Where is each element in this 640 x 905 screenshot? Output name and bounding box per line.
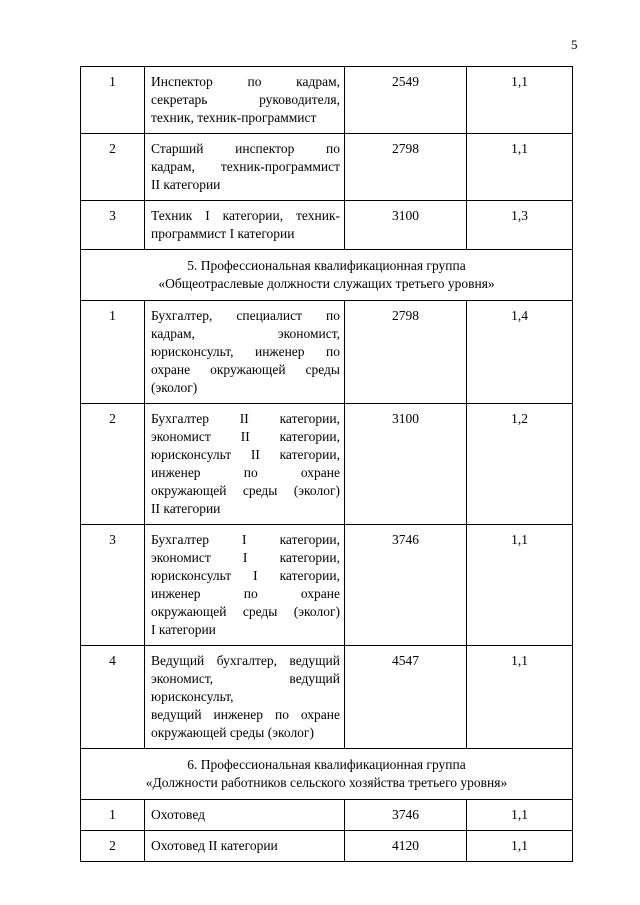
title-line: ведущий инженер по охране [151, 707, 340, 722]
table-row [81, 800, 573, 831]
salary-value: 2798 [345, 301, 467, 404]
title-line: секретарь руководителя, [151, 92, 340, 107]
table-row [81, 301, 573, 404]
table-row [81, 67, 573, 134]
coefficient-value: 1,1 [467, 134, 573, 201]
title-line: (эколог) [151, 380, 198, 395]
row-number: 1 [81, 800, 145, 831]
title-line: окружающей среды (эколог) [151, 604, 340, 619]
title-line: кадрам, экономист, [151, 326, 340, 341]
position-title [145, 67, 345, 134]
salary-value: 2798 [345, 134, 467, 201]
row-number: 2 [81, 134, 145, 201]
salary-table [80, 66, 573, 862]
title-line: Бухгалтер II категории, [151, 411, 340, 426]
title-line: экономист II категории, [151, 429, 340, 444]
salary-value: 4547 [345, 646, 467, 749]
title-line: II категории [151, 177, 221, 192]
group-header-row [81, 250, 573, 301]
title-line: Охотовед [151, 807, 206, 822]
position-title [145, 831, 345, 862]
row-number: 3 [81, 201, 145, 250]
title-line: Бухгалтер, специалист по [151, 308, 340, 323]
row-number: 2 [81, 404, 145, 525]
title-line: инженер по охране [151, 586, 340, 601]
row-number: 3 [81, 525, 145, 646]
table-row [81, 831, 573, 862]
title-line: юрисконсульт I категории, [151, 568, 340, 583]
title-line: инженер по охране [151, 465, 340, 480]
table-row [81, 404, 573, 525]
coefficient-value: 1,4 [467, 301, 573, 404]
title-line: экономист I категории, [151, 550, 340, 565]
group-header [81, 250, 573, 301]
salary-value: 3746 [345, 525, 467, 646]
title-line: Ведущий бухгалтер, ведущий [151, 653, 340, 668]
coefficient-value: 1,1 [467, 525, 573, 646]
position-title [145, 404, 345, 525]
coefficient-value: 1,1 [467, 831, 573, 862]
title-line: техник, техник-программист [151, 110, 317, 125]
table-row [81, 525, 573, 646]
coefficient-value: 1,1 [467, 800, 573, 831]
salary-value: 3100 [345, 201, 467, 250]
title-line: программист I категории [151, 226, 295, 241]
title-line: экономист, ведущий [151, 671, 340, 686]
row-number: 2 [81, 831, 145, 862]
title-line: Инспектор по кадрам, [151, 74, 340, 89]
title-line: Бухгалтер I категории, [151, 532, 340, 547]
salary-value: 2549 [345, 67, 467, 134]
title-line: кадрам, техник-программист [151, 159, 340, 174]
coefficient-value: 1,3 [467, 201, 573, 250]
position-title [145, 201, 345, 250]
title-line: II категории [151, 501, 221, 516]
row-number: 1 [81, 67, 145, 134]
row-number: 4 [81, 646, 145, 749]
table-row [81, 646, 573, 749]
title-line: окружающей среды (эколог) [151, 483, 340, 498]
group-header-row [81, 749, 573, 800]
group-subtitle: «Общеотраслевые должности служащих третьего уровня» [158, 276, 495, 291]
title-line: окружающей среды (эколог) [151, 725, 314, 740]
row-number: 1 [81, 301, 145, 404]
title-line: юрисконсульт II категории, [151, 447, 340, 462]
coefficient-value: 1,1 [467, 646, 573, 749]
position-title [145, 646, 345, 749]
group-subtitle: «Должности работников сельского хозяйства третьего уровня» [145, 775, 508, 790]
position-title [145, 525, 345, 646]
salary-value: 4120 [345, 831, 467, 862]
title-line: I категории [151, 622, 216, 637]
title-line: охране окружающей среды [151, 362, 340, 377]
title-line: Техник I категории, техник- [151, 208, 340, 223]
position-title [145, 800, 345, 831]
salary-value: 3100 [345, 404, 467, 525]
group-header [81, 749, 573, 800]
title-line: юрисконсульт, [151, 689, 234, 704]
page-number: 5 [571, 37, 578, 52]
coefficient-value: 1,1 [467, 67, 573, 134]
coefficient-value: 1,2 [467, 404, 573, 525]
title-line: Охотовед II категории [151, 838, 278, 853]
group-title: 6. Профессиональная квалификационная группа [187, 757, 466, 772]
table-row [81, 201, 573, 250]
title-line: Старший инспектор по [151, 141, 340, 156]
position-title [145, 134, 345, 201]
salary-value: 3746 [345, 800, 467, 831]
position-title [145, 301, 345, 404]
table-row [81, 134, 573, 201]
group-title: 5. Профессиональная квалификационная группа [187, 258, 466, 273]
title-line: юрисконсульт, инженер по [151, 344, 340, 359]
